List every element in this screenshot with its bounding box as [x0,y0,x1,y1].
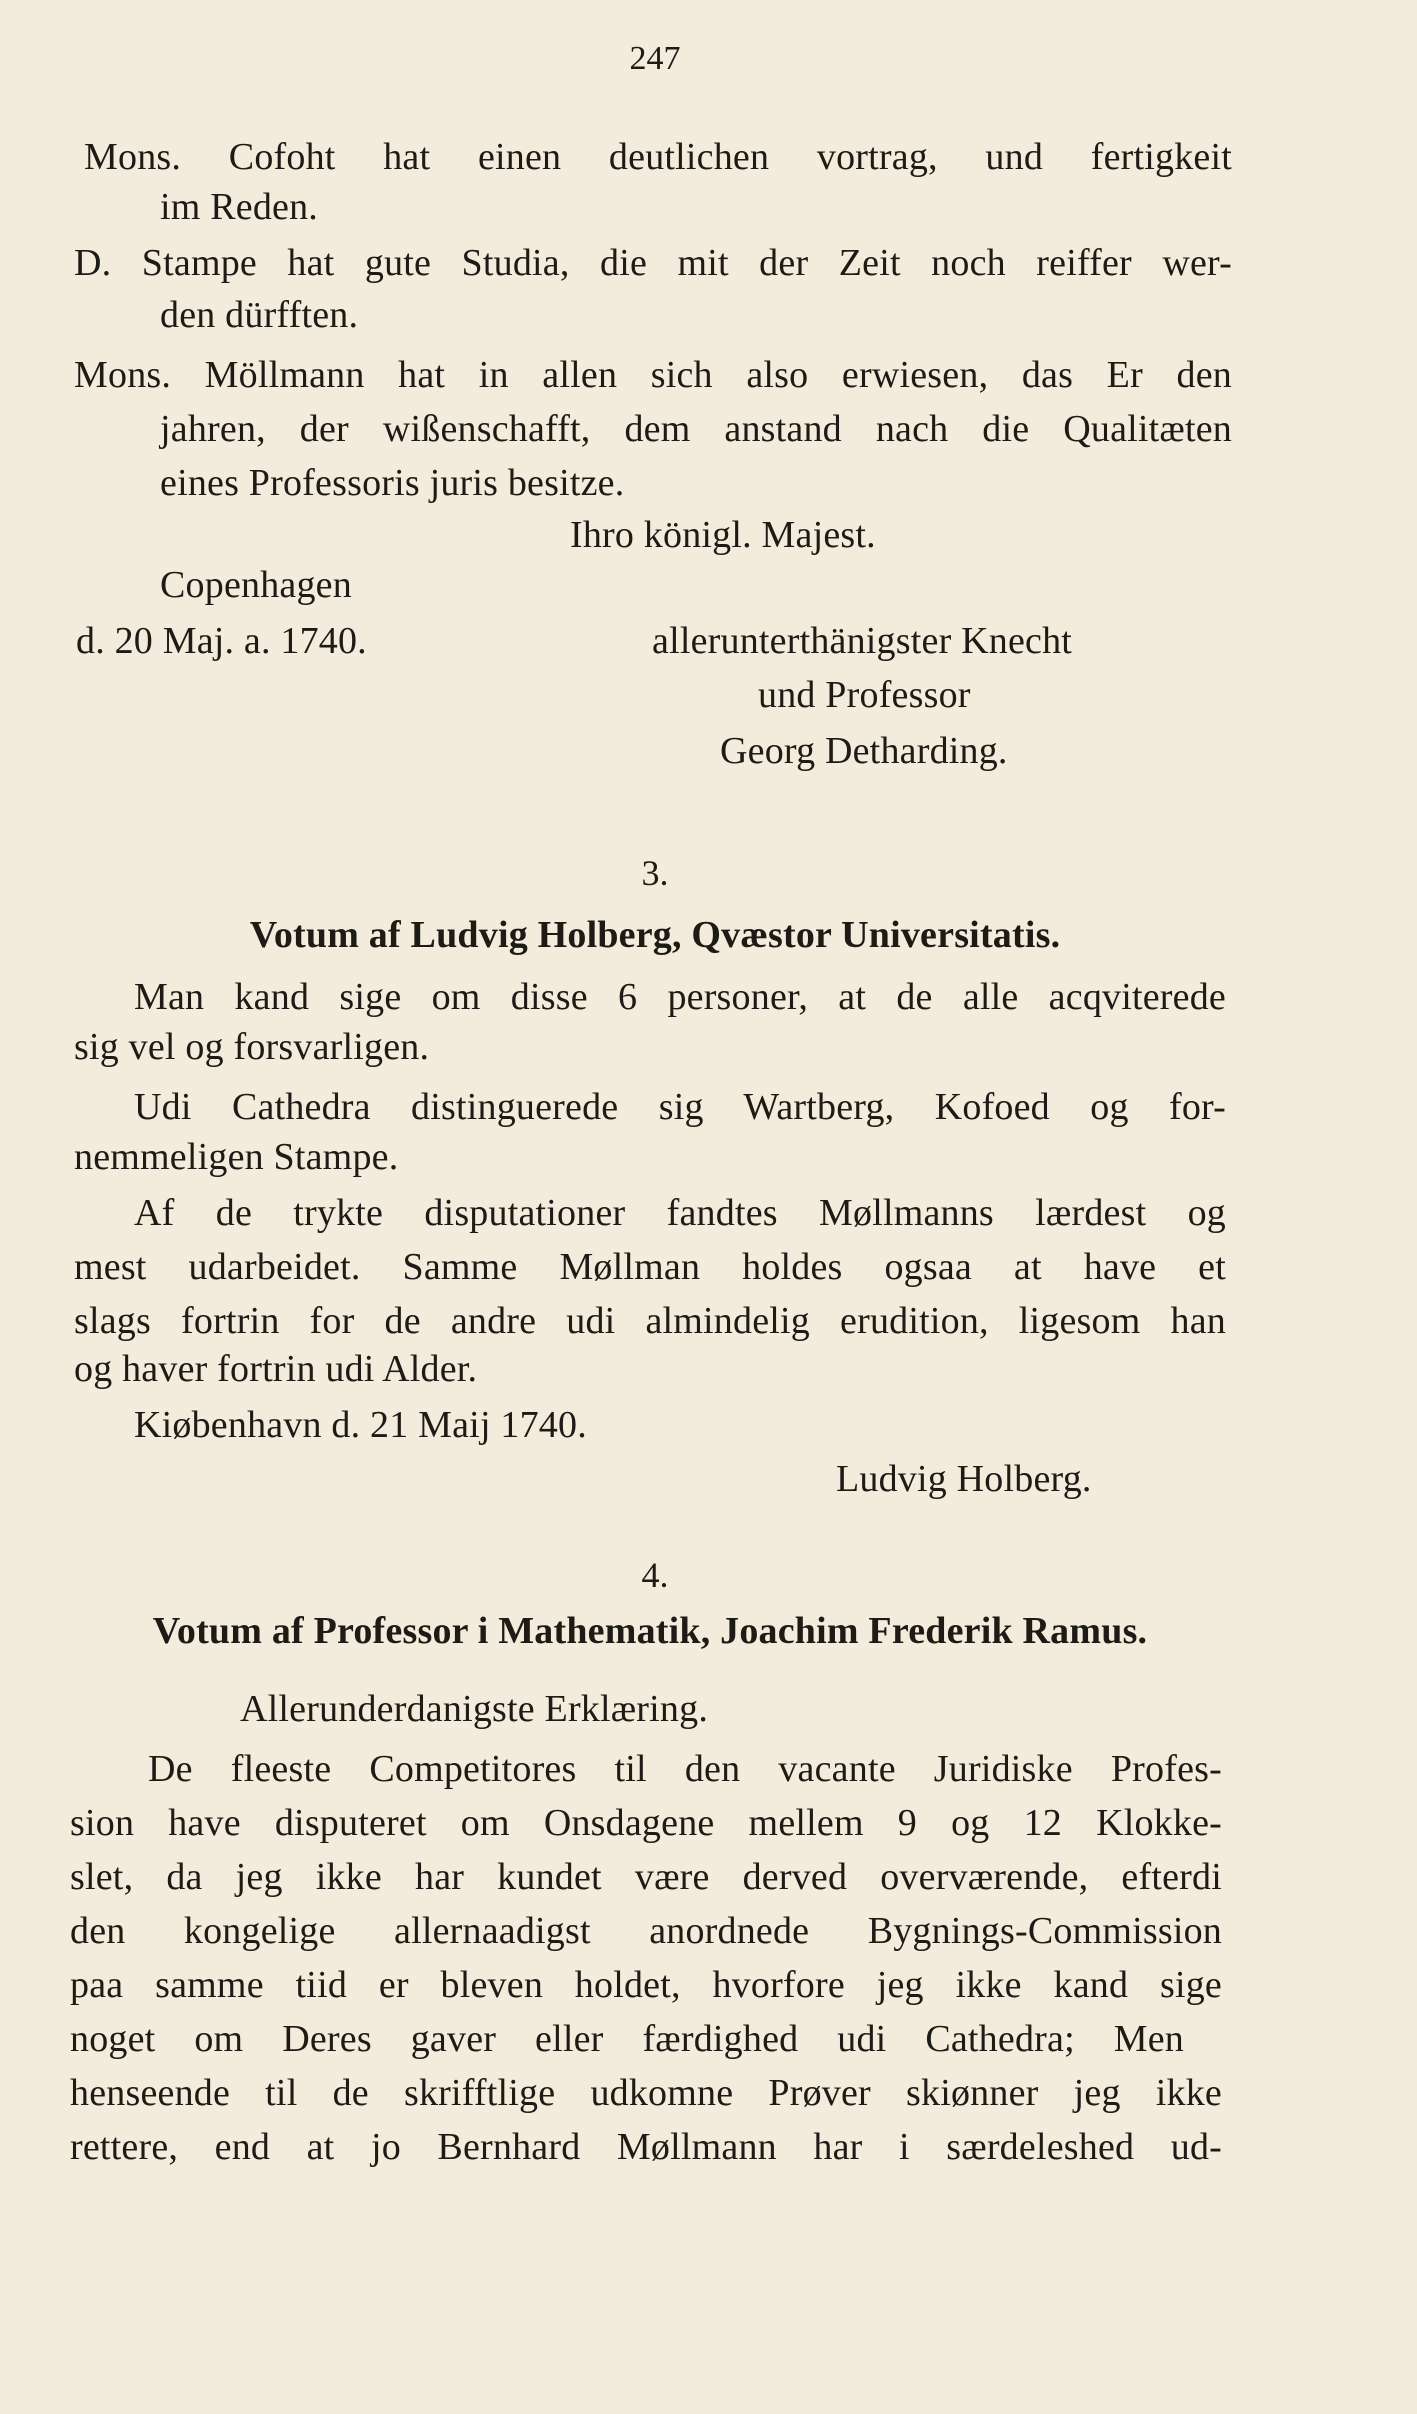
place: Copenhagen [160,564,352,606]
signoff: und Professor [758,674,971,716]
text-line: sig vel og forsvarligen. [74,1026,430,1068]
text-line: nemmeligen Stampe. [74,1136,399,1178]
text-line: De fleeste Competitores til den vacante Juridiske Profes- [148,1748,1222,1790]
section-subtitle: Allerunderdanigste Erklæring. [240,1688,709,1730]
text-line: henseende til de skrifftlige udkomne Prøver skiønner jeg ikke [70,2072,1222,2114]
section-number: 3. [641,853,669,893]
text-line: slet, da jeg ikke har kundet være derved overværende, efterdi [70,1856,1222,1898]
text-line: paa samme tiid er bleven holdet, hvorfore jeg ikke kand sige [70,1964,1222,2006]
text-line: sion have disputeret om Onsdagene mellem 9 og 12 Klokke- [70,1802,1222,1844]
text-line: Af de trykte disputationer fandtes Møllmanns lærdest og [134,1192,1226,1234]
signoff: allerunterthänigster Knecht [652,620,1073,662]
text-line: im Reden. [160,186,318,228]
text-line: og haver fortrin udi Alder. [74,1348,478,1390]
text-line: rettere, end at jo Bernhard Møllmann har i særdeleshed ud- [70,2126,1222,2168]
place-date: Kiøbenhavn d. 21 Maij 1740. [134,1404,587,1446]
signature: Ludvig Holberg. [836,1458,1092,1500]
text-line: Mons. Möllmann hat in allen sich also erwiesen, das Er den [74,354,1232,396]
text-line: jahren, der wißenschafft, dem anstand nach die Qualitæten [160,408,1232,450]
text-line: den kongelige allernaadigst anordnede Bygnings-Commission [70,1910,1222,1952]
text-line: slags fortrin for de andre udi almindelig erudition, ligesom han [74,1300,1226,1342]
salutation: Ihro königl. Majest. [570,514,876,556]
text-line: mest udarbeidet. Samme Møllman holdes ogsaa at have et [74,1246,1226,1288]
text-line: noget om Deres gaver eller færdighed udi Cathedra; Men [70,2018,1184,2060]
section-number: 4. [641,1555,669,1595]
section-title: Votum af Ludvig Holberg, Qvæstor Universitatis. [249,914,1061,956]
page-number: 247 [629,40,681,77]
text-line: den dürfften. [160,294,359,336]
section-title: Votum af Professor i Mathematik, Joachim Frederik Ramus. [152,1610,1148,1652]
date: d. 20 Maj. a. 1740. [76,620,367,662]
text-line: Mons. Cofoht hat einen deutlichen vortrag, und fertigkeit [84,136,1232,178]
text-line: Man kand sige om disse 6 personer, at de alle acqviterede [134,976,1226,1018]
author-name: Georg Detharding. [720,730,1008,772]
text-line: eines Professoris juris besitze. [160,462,625,504]
text-line: Udi Cathedra distinguerede sig Wartberg, Kofoed og for- [134,1086,1226,1128]
text-line: D. Stampe hat gute Studia, die mit der Zeit noch reiffer wer- [74,242,1232,284]
